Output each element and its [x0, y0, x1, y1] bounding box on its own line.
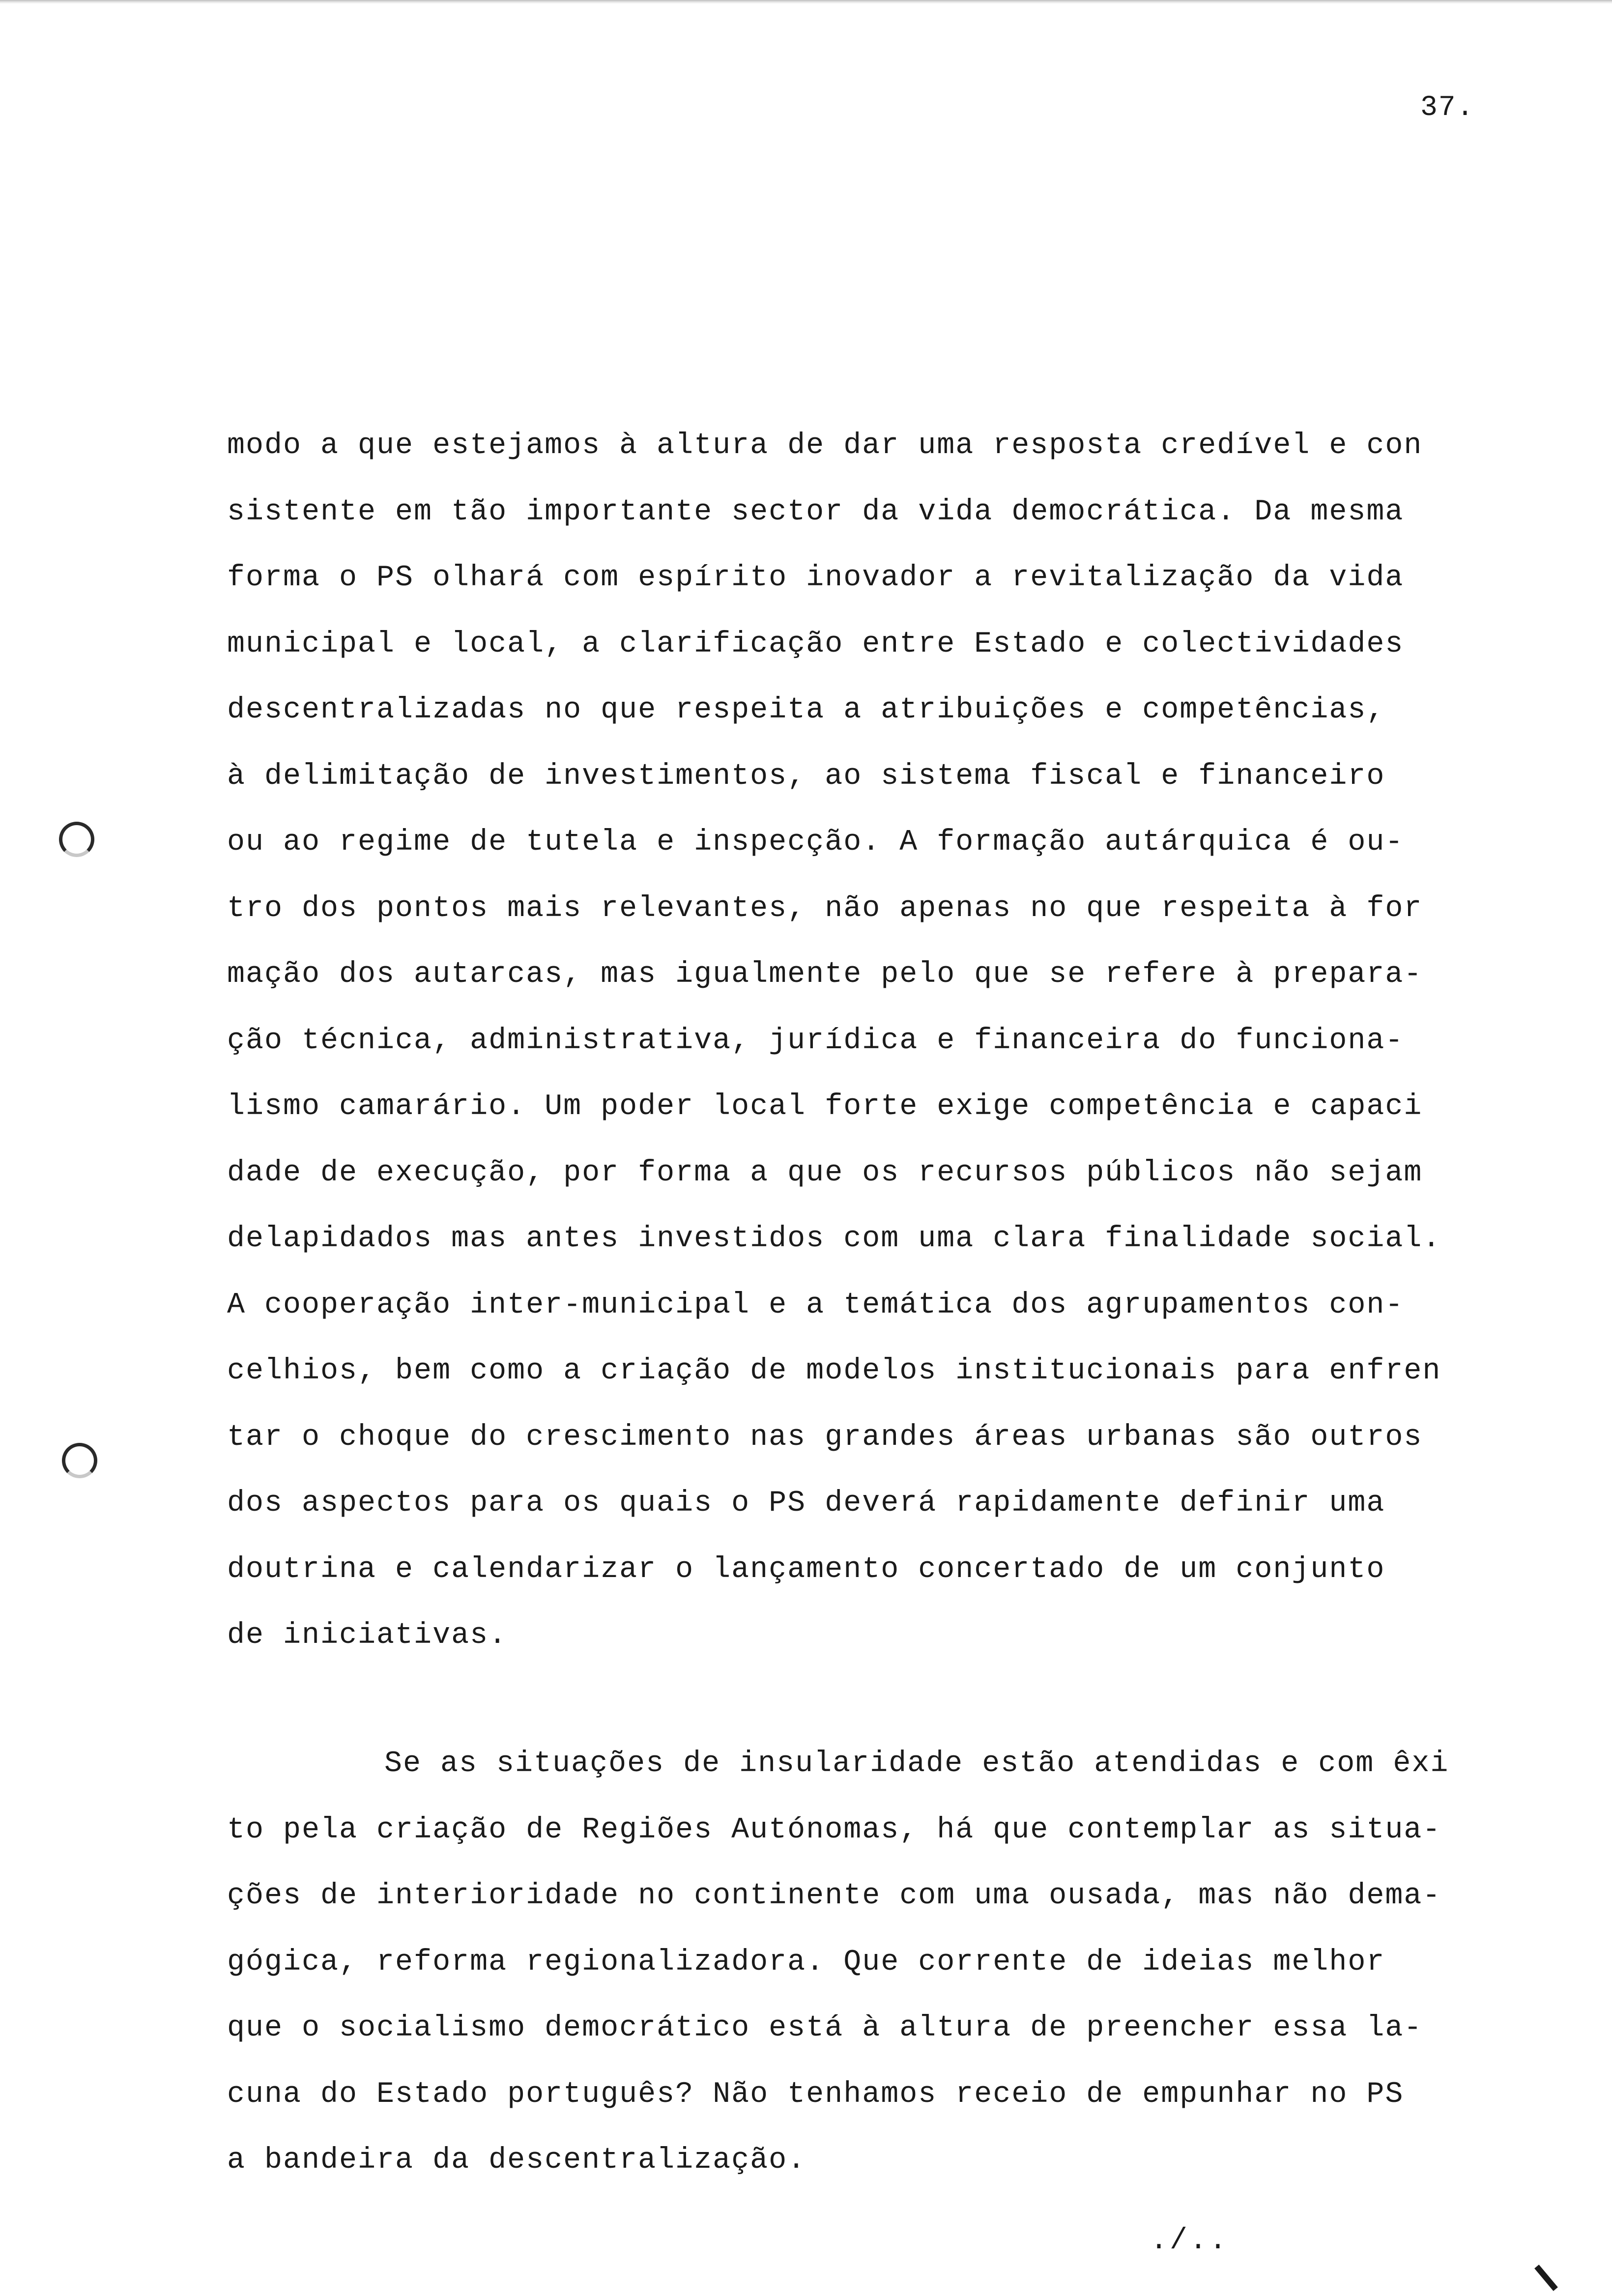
text-line: tar o choque do crescimento nas grandes áreas urbanas são outros [227, 1420, 1423, 1454]
continuation-mark: ./.. [1150, 2224, 1229, 2258]
text-line: gógica, reforma regionalizadora. Que corrente de ideias melhor [227, 1945, 1385, 1979]
text-line: doutrina e calendarizar o lançamento concertado de um conjunto [227, 1552, 1385, 1586]
text-line: A cooperação inter-municipal e a temática dos agrupamentos con- [227, 1288, 1404, 1322]
corner-pen-mark-icon [1534, 2265, 1558, 2291]
text-line: de iniciativas. [227, 1619, 508, 1652]
text-line: ções de interioridade no continente com uma ousada, mas não dema- [227, 1879, 1441, 1913]
text-line: forma o PS olhará com espírito inovador a revitalização da vida [227, 561, 1404, 595]
punch-hole-icon [59, 822, 94, 857]
text-line: Se as situações de insularidade estão atendidas e com êxi [384, 1747, 1449, 1780]
text-line: dade de execução, por forma a que os recursos públicos não sejam [227, 1156, 1423, 1190]
text-line: descentralizadas no que respeita a atribuições e competências, [227, 693, 1385, 727]
text-line: municipal e local, a clarificação entre Estado e colectividades [227, 627, 1404, 661]
punch-hole-icon [62, 1443, 97, 1478]
text-line: mação dos autarcas, mas igualmente pelo que se refere à prepara- [227, 958, 1423, 991]
text-line: ção técnica, administrativa, jurídica e financeira do funciona- [227, 1024, 1404, 1058]
text-line: a bandeira da descentralização. [227, 2144, 806, 2177]
text-line: tro dos pontos mais relevantes, não apenas no que respeita à for [227, 891, 1423, 925]
page-number: 37. [1420, 92, 1475, 124]
scan-top-edge [0, 0, 1612, 4]
text-line: cuna do Estado português? Não tenhamos receio de empunhar no PS [227, 2077, 1404, 2111]
text-line: modo a que estejamos à altura de dar uma resposta credível e con [227, 429, 1423, 462]
text-line: dos aspectos para os quais o PS deverá rapidamente definir uma [227, 1487, 1385, 1520]
text-line: que o socialismo democrático está à altura de preencher essa la- [227, 2011, 1423, 2045]
text-line: à delimitação de investimentos, ao sistema fiscal e financeiro [227, 759, 1385, 793]
paragraph-2 [227, 1731, 1515, 2194]
text-line: celhios, bem como a criação de modelos institucionais para enfren [227, 1354, 1441, 1388]
text-line: ou ao regime de tutela e inspecção. A formação autárquica é ou- [227, 826, 1404, 859]
text-line: delapidados mas antes investidos com uma clara finalidade social. [227, 1222, 1441, 1256]
text-line: lismo camarário. Um poder local forte exige competência e capaci [227, 1090, 1423, 1123]
paragraph-1 [227, 413, 1515, 1669]
text-line: sistente em tão importante sector da vida democrática. Da mesma [227, 495, 1404, 529]
text-line: to pela criação de Regiões Autónomas, há que contemplar as situa- [227, 1813, 1441, 1847]
